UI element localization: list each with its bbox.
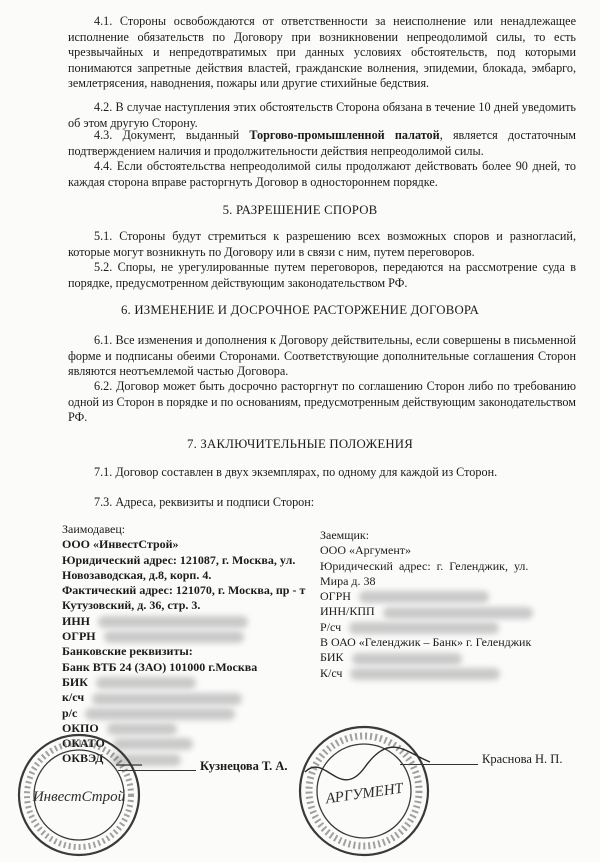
lender-legal-address-2: Новозаводская, д.8, корп. 4. [62, 567, 212, 582]
heading-amendment: 6. ИЗМЕНЕНИЕ И ДОСРОЧНОЕ РАСТОРЖЕНИЕ ДОГОВОРА [120, 303, 480, 317]
borrower-rs-label: Р/сч [320, 619, 342, 634]
borrower-legal-address-2: Мира д. 38 [320, 573, 376, 588]
borrower-org: ООО «Аргумент» [320, 543, 412, 558]
borrower-innkpp-label: ИНН/КПП [320, 604, 375, 619]
clause-4-3-end: , является достаточным подтверждением наличия и продолжительности действия непреодолимой силы. [68, 128, 576, 158]
borrower-signer: Краснова Н. П. [482, 752, 563, 766]
borrower-legal-address-1: Юридический адрес: г. Геленджик, ул. [320, 558, 529, 573]
lender-okato-label: ОКАТО [62, 736, 105, 751]
redacted-value [352, 653, 462, 665]
clause-4-1: 4.1. Стороны освобождаются от ответственности за неисполнение или ненадлежащее исполнение обязательств по Договору при возникновении непреодолимой силы, то есть чрезвычайных и непредотвратимых при данных условиях обстоятельств, под которыми понимаются запретные действия властей, гражданские волнения, эпидемии, блокада, эмбарго, землетрясения, наводнения, пожары или другие стихийные бедствия. [68, 14, 576, 90]
clause-4-3 [68, 128, 576, 159]
clause-4-2: 4.2. В случае наступления этих обстоятельств Сторона обязана в течение 10 дней уведомить об этом другую Сторону. [68, 100, 576, 130]
clause-7-3: 7.3. Адреса, реквизиты и подписи Сторон: [94, 495, 315, 509]
redacted-value [85, 708, 235, 720]
lender-bank: Банк ВТБ 24 (ЗАО) 101000 г.Москва [62, 659, 258, 674]
lender-fact-address-1: Фактический адрес: 121070, г. Москва, пр - т [62, 583, 306, 598]
lender-signer: Кузнецова Т. А. [200, 759, 288, 773]
borrower-ks-label: К/сч [320, 665, 343, 680]
lender-title: Заимодавец: [62, 522, 126, 536]
redacted-value [383, 607, 533, 619]
redacted-value [359, 591, 489, 603]
clause-6-2: 6.2. Договор может быть досрочно расторгнут по соглашению Сторон либо по требованию одной из Сторон в порядке и по основаниям, предусмотренным действующим законодательством РФ. [68, 379, 576, 424]
borrower-bank: В ОАО «Геленджик – Банк» г. Геленджик [320, 635, 532, 650]
lender-ogrn-label: ОГРН [62, 629, 96, 644]
lender-legal-address-1: Юридический адрес: 121087, г. Москва, ул. [62, 552, 296, 567]
lender-rs-label: р/с [62, 705, 78, 720]
chamber-of-commerce: Торгово-промышленной палатой [249, 128, 440, 142]
clause-6-1: 6.1. Все изменения и дополнения к Договору действительны, если совершены в письменной форме и подписаны обеими Сторонами. Соответствующие дополнительные соглашения Сторон являются неотъемлемой частью Договора. [68, 333, 576, 378]
clause-7-1: 7.1. Договор составлен в двух экземплярах, по одному для каждой из Сторон. [94, 465, 498, 479]
borrower-ogrn-label: ОГРН [320, 589, 351, 604]
redacted-value [104, 631, 244, 643]
lender-bank-title: Банковские реквизиты: [62, 644, 193, 659]
lender-bik-label: БИК [62, 674, 88, 689]
borrower-bik-label: БИК [320, 650, 344, 665]
clause-4-4: 4.4. Если обстоятельства непреодолимой силы продолжают действовать более 90 дней, то каждая сторона вправе расторгнуть Договор в одностороннем порядке. [68, 159, 576, 189]
lender-inn-label: ИНН [62, 613, 91, 628]
clause-4-3-start: 4.3. Документ, выданный [94, 128, 250, 142]
redacted-value [350, 668, 500, 680]
redacted-value [96, 677, 196, 689]
heading-final: 7. ЗАКЛЮЧИТЕЛЬНЫЕ ПОЛОЖЕНИЯ [187, 437, 413, 451]
lender-stamp-name: ИнвестСтрой [32, 789, 126, 805]
clause-5-2: 5.2. Споры, не урегулированные путем переговоров, передаются на рассмотрение суда в порядке, предусмотренном действующим законодательством РФ. [68, 260, 576, 290]
redacted-value [92, 693, 242, 705]
lender-org: ООО «ИнвестСтрой» [62, 537, 179, 552]
borrower-details [320, 528, 582, 681]
lender-fact-address-2: Кутузовский, д. 36, стр. 3. [62, 598, 201, 613]
redacted-value [349, 622, 499, 634]
lender-okved-label: ОКВЭД [62, 751, 104, 766]
redacted-value [98, 616, 248, 628]
borrower-title: Заемщик: [320, 528, 370, 542]
lender-stamp [14, 730, 144, 860]
clause-5-1: 5.1. Стороны будут стремиться к разрешению всех возможных споров и разногласий, которые могут возникнуть по Договору или в связи с ним, путем переговоров. [68, 229, 576, 259]
borrower-stamp-name: АРГУМЕНТ [324, 780, 405, 808]
heading-disputes: 5. РАЗРЕШЕНИЕ СПОРОВ [222, 203, 378, 217]
lender-okpo-label: ОКПО [62, 720, 99, 735]
lender-ks-label: к/сч [62, 690, 85, 705]
borrower-stamp [295, 722, 433, 860]
